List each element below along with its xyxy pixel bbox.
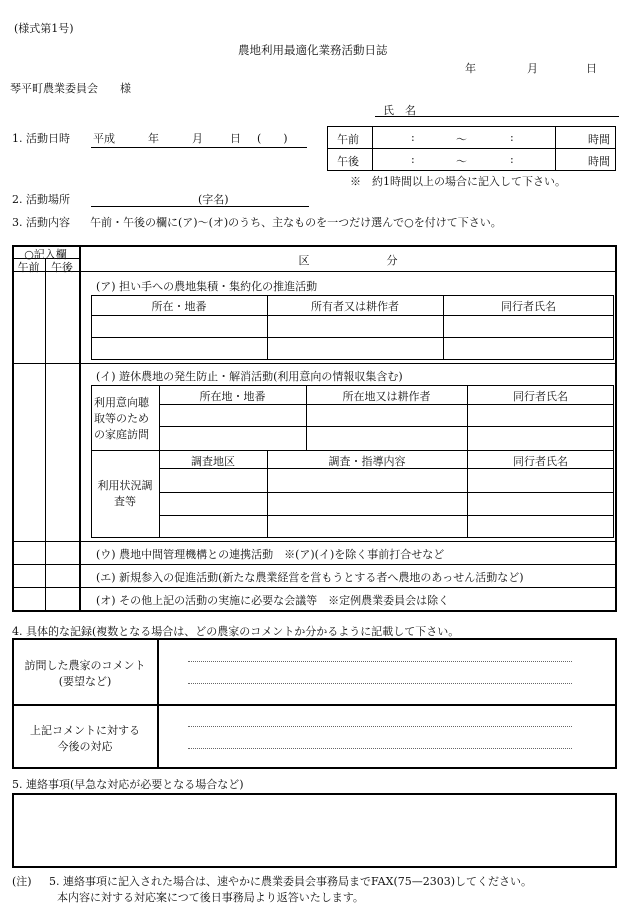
- section-a-title: (ア) 担い手への農地集積・集約化の推進活動: [96, 280, 318, 293]
- aza-label: (字名): [198, 193, 229, 206]
- footnote-line-1: 5. 連絡事項に記入された場合は、速やかに農業委員会事務局までFAX(75—2303)してください。: [49, 875, 533, 888]
- section-a-col-location: 所在・地番: [151, 300, 207, 313]
- pm-start-colon[interactable]: :: [411, 153, 415, 166]
- response-label-2: 今後の対応: [57, 740, 113, 753]
- section-e-title: (エ) 新規参入の促進活動(新たな農業経営を営もうとする者へ農地のあっせん活動など): [96, 571, 524, 584]
- addressee: 琴平町農業委員会 様: [10, 82, 131, 95]
- farmer-comment-line-1[interactable]: [188, 661, 572, 662]
- contact-notes-field[interactable]: [12, 793, 617, 868]
- item5-label: 5. 連絡事項(早急な対応が必要となる場合など): [12, 778, 244, 791]
- pm-tilde: 〜: [456, 155, 467, 168]
- section-i-title: (イ) 遊休農地の発生防止・解消活動(利用意向の情報収集含む): [96, 370, 403, 383]
- section-i-col-district: 調査地区: [191, 455, 235, 468]
- response-label-1: 上記コメントに対する: [30, 724, 140, 737]
- farmer-comment-line-2[interactable]: [188, 683, 572, 684]
- am-label: 午前: [337, 133, 359, 146]
- am-end-colon[interactable]: :: [510, 131, 514, 144]
- footnote-line-2: 本内容に対する対応案につて後日事務局より返答いたします。: [57, 891, 364, 904]
- item1-label: 1. 活動日時: [12, 132, 70, 145]
- category-header: 区 分: [298, 254, 398, 267]
- month-label: 月: [192, 132, 203, 145]
- section-i-col-companion2: 同行者氏名: [513, 455, 568, 468]
- am-hours-label: 時間: [588, 133, 610, 146]
- footnote-mark: (注): [12, 875, 32, 888]
- name-label: 氏 名: [383, 104, 416, 117]
- section-i-col-guidance: 調査・指導内容: [328, 455, 406, 468]
- name-field[interactable]: [375, 116, 619, 117]
- item3-label: 3. 活動内容: [12, 216, 70, 229]
- pm-label: 午後: [337, 155, 359, 168]
- farmer-comment-label-2: (要望など): [58, 675, 112, 688]
- item4-label: 4. 具体的な記録(複数となる場合は、どの農家のコメントか分かるように記載して下さい。: [12, 625, 460, 638]
- item2-label: 2. 活動場所: [12, 193, 70, 206]
- pm-hours-label: 時間: [588, 155, 610, 168]
- am-tilde: 〜: [456, 133, 467, 146]
- section-i-visit-label: 利用意向聴取等のための家庭訪問: [94, 396, 149, 441]
- item3-instruction: 午前・午後の欄に(ア)〜(オ)のうち、主なものを一つだけ選んで○を付けて下さい。: [90, 216, 502, 229]
- section-i-col-owner: 所在地又は耕作者: [342, 390, 431, 403]
- place-field[interactable]: [91, 206, 309, 207]
- section-a-col-companion: 同行者氏名: [501, 300, 556, 313]
- pm-end-colon[interactable]: :: [510, 153, 514, 166]
- pm-col-header: 午後: [51, 261, 73, 274]
- section-u-title: (ウ) 農地中間管理機構との連携活動 ※(ア)(イ)を除く事前打合せなど: [96, 548, 445, 561]
- activity-date-underline: [91, 147, 307, 148]
- am-start-colon[interactable]: :: [411, 131, 415, 144]
- weekday-field[interactable]: ( ): [257, 132, 288, 145]
- day-label: 日: [230, 132, 241, 145]
- section-i-col-companion: 同行者氏名: [513, 390, 568, 403]
- date-month-label: 月: [527, 62, 538, 75]
- section-i-survey-label: 利用状況調査等: [97, 479, 153, 508]
- year-label: 年: [148, 132, 159, 145]
- farmer-comment-label-1: 訪問した農家のコメント: [24, 659, 146, 672]
- date-day-label: 日: [586, 62, 597, 75]
- form-number: (様式第1号): [14, 22, 74, 35]
- page-title: 農地利用最適化業務活動日誌: [238, 43, 388, 57]
- section-i-col-location: 所在地・地番: [199, 390, 266, 403]
- response-line-2[interactable]: [188, 748, 572, 749]
- mark-header: ○記入欄: [24, 248, 67, 261]
- response-line-1[interactable]: [188, 726, 572, 727]
- section-o-title: (オ) その他上記の活動の実施に必要な会議等 ※定例農業委員会は除く: [96, 594, 450, 607]
- section-a-col-owner: 所有者又は耕作者: [311, 300, 399, 313]
- time-note: ※ 約1時間以上の場合に記入して下さい。: [350, 175, 566, 188]
- am-col-header: 午前: [17, 261, 40, 274]
- era-label: 平成: [93, 132, 115, 145]
- date-year-label: 年: [465, 62, 476, 75]
